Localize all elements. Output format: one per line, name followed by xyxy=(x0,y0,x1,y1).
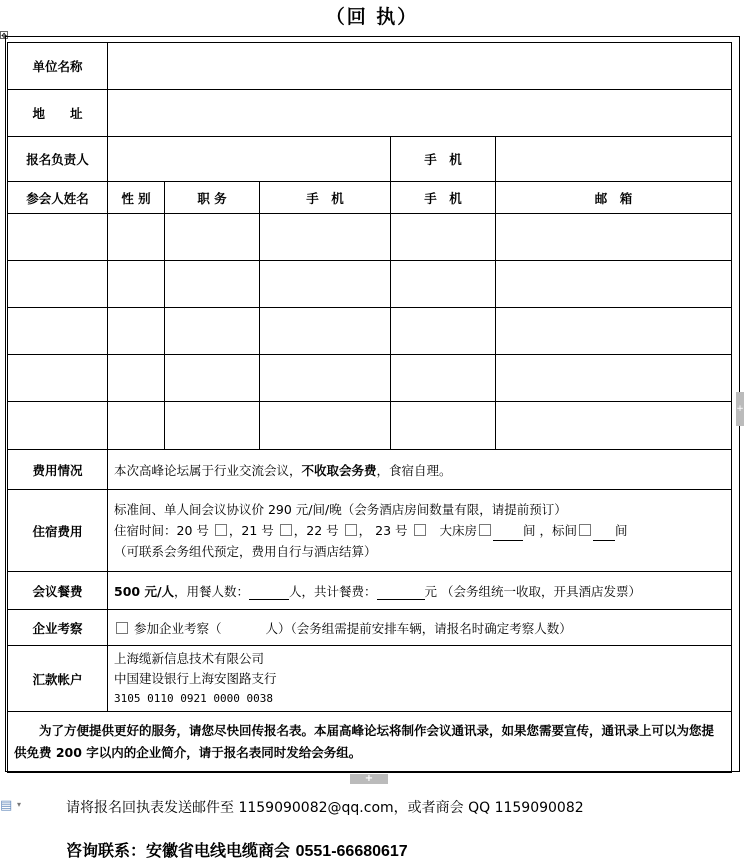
day-20-label: 20 号 xyxy=(176,523,209,538)
attendee-cell[interactable] xyxy=(391,261,496,308)
attendee-cell[interactable] xyxy=(260,402,391,450)
account-name: 上海缆新信息技术有限公司 xyxy=(114,650,265,666)
attendee-cell[interactable] xyxy=(108,261,165,308)
lodging-row xyxy=(8,490,732,572)
account-row xyxy=(8,646,732,712)
lodging-time-label: 住宿时间： xyxy=(114,523,177,538)
contact-line xyxy=(66,838,408,861)
registration-form-table xyxy=(7,42,732,773)
attendee-cell[interactable] xyxy=(496,308,732,355)
org-row xyxy=(8,43,732,90)
header-mobile-1: 手 机 xyxy=(260,182,391,214)
standard-room-label: 标间 xyxy=(551,523,577,538)
meal-details xyxy=(108,572,732,610)
attendee-cell[interactable] xyxy=(391,355,496,402)
day-23-checkbox[interactable] xyxy=(414,524,426,536)
document-icon[interactable]: ▤ xyxy=(0,798,13,813)
attendee-cell[interactable] xyxy=(8,261,108,308)
note-row xyxy=(8,712,732,773)
attendee-cell[interactable] xyxy=(496,402,732,450)
fee-text-part: ，食宿自理。 xyxy=(376,462,452,478)
meal-total-blank[interactable] xyxy=(377,599,425,600)
visit-label: 企业考察 xyxy=(8,610,108,646)
visit-details xyxy=(108,610,732,646)
add-row-icon[interactable]: + xyxy=(350,774,388,784)
note-text: 为了方便提供更好的服务，请您尽快回传报名表。本届高峰论坛将制作会议通讯录，如果您需要宣传，通讯录上可以为您提供免费 200 字以内的企业简介，请于报名表同时发给会务组。 xyxy=(8,712,732,773)
attendee-row xyxy=(8,402,732,450)
header-mobile-2: 手 机 xyxy=(391,182,496,214)
contact-prefix: 咨询联系：安徽省电线电缆商会 xyxy=(66,841,291,860)
day-21-checkbox[interactable] xyxy=(280,524,292,536)
meal-note: （会务组统一收取，开具酒店发票） xyxy=(441,583,642,599)
fee-text-bold: 不收取会务费 xyxy=(301,462,377,478)
contact-field[interactable] xyxy=(108,137,391,182)
day-21-label: 21 号 xyxy=(241,523,274,538)
account-label: 汇款帐户 xyxy=(8,646,108,712)
fee-row xyxy=(8,450,732,490)
table-move-handle-icon[interactable]: ✥ xyxy=(1,32,7,40)
attendee-cell[interactable] xyxy=(391,308,496,355)
attendee-cell[interactable] xyxy=(165,214,260,261)
contact-mobile-label: 手 机 xyxy=(391,137,496,182)
attendee-cell[interactable] xyxy=(165,261,260,308)
org-field[interactable] xyxy=(108,43,732,90)
attendee-cell[interactable] xyxy=(496,214,732,261)
lodging-line-1: 标准间、单人间会议协议价 290 元/间/晚（会务酒店房间数量有限，请提前预订） xyxy=(114,502,567,517)
attendee-cell[interactable] xyxy=(165,308,260,355)
page-title: （回 执） xyxy=(325,6,419,28)
address-field[interactable] xyxy=(108,90,732,137)
contact-label: 报名负责人 xyxy=(8,137,108,182)
attendee-cell[interactable] xyxy=(108,308,165,355)
email-instruction: 请将报名回执表发送邮件至 1159090082@qq.com，或者商会 QQ 1159090082 xyxy=(66,800,584,816)
contact-mobile-field[interactable] xyxy=(496,137,732,182)
attendee-cell[interactable] xyxy=(260,261,391,308)
add-column-icon[interactable]: + xyxy=(736,392,744,426)
attendee-cell[interactable] xyxy=(108,214,165,261)
standard-room-checkbox[interactable] xyxy=(579,524,591,536)
attendee-cell[interactable] xyxy=(165,355,260,402)
lodging-details xyxy=(108,490,732,572)
meal-count-blank[interactable] xyxy=(249,599,289,600)
attendee-cell[interactable] xyxy=(165,402,260,450)
header-name: 参会人姓名 xyxy=(8,182,108,214)
contact-phone: 0551-66680617 xyxy=(295,843,408,860)
meal-person-unit: 人，共计餐费： xyxy=(289,583,377,599)
visit-text-2: 人）（会务组需提前安排车辆，请报名时确定考察人数） xyxy=(265,620,572,636)
visit-checkbox[interactable] xyxy=(116,622,128,634)
account-bank: 中国建设银行上海安图路支行 xyxy=(114,670,277,686)
standard-count-blank[interactable] xyxy=(593,540,615,541)
account-details xyxy=(108,646,732,712)
attendee-row xyxy=(8,355,732,402)
attendee-cell[interactable] xyxy=(108,402,165,450)
day-22-label: 22 号 xyxy=(306,523,339,538)
attendee-cell[interactable] xyxy=(260,214,391,261)
lodging-line-3: （可联系会务组代预定，费用自行与酒店结算） xyxy=(114,544,377,559)
lodging-label: 住宿费用 xyxy=(8,490,108,572)
fee-text xyxy=(108,450,732,490)
attendee-cell[interactable] xyxy=(391,402,496,450)
address-row xyxy=(8,90,732,137)
day-22-checkbox[interactable] xyxy=(345,524,357,536)
meal-yuan: 元 xyxy=(424,583,438,599)
attendee-cell[interactable] xyxy=(260,355,391,402)
account-number: 3105 0110 0921 0000 0038 xyxy=(114,691,273,705)
lodging-line-2: 住宿时间：20 号 ，21 号 ，22 号 ， 23 号 大床房 间 ，标间 间 xyxy=(114,520,725,541)
attendee-cell[interactable] xyxy=(8,308,108,355)
room-unit: 间 xyxy=(522,523,536,538)
day-20-checkbox[interactable] xyxy=(215,524,227,536)
room-unit: 间 xyxy=(614,523,628,538)
contact-row xyxy=(8,137,732,182)
big-bed-count-blank[interactable] xyxy=(493,540,523,541)
attendee-cell[interactable] xyxy=(8,355,108,402)
fee-text-part: 本次高峰论坛属于行业交流会议， xyxy=(114,462,302,478)
attendee-cell[interactable] xyxy=(108,355,165,402)
chevron-down-icon[interactable]: ▾ xyxy=(17,800,22,809)
visit-row xyxy=(8,610,732,646)
meal-row xyxy=(8,572,732,610)
big-bed-checkbox[interactable] xyxy=(479,524,491,536)
visit-text: 参加企业考察（ xyxy=(133,620,222,636)
address-label: 地 址 xyxy=(8,90,108,137)
attendee-cell[interactable] xyxy=(260,308,391,355)
header-gender: 性 别 xyxy=(108,182,165,214)
attendee-row xyxy=(8,308,732,355)
attendee-cell[interactable] xyxy=(496,261,732,308)
attendee-cell[interactable] xyxy=(8,402,108,450)
fee-label: 费用情况 xyxy=(8,450,108,490)
meal-price: 500 元/人 xyxy=(114,583,175,599)
attendee-row xyxy=(8,214,732,261)
meal-count-label: ，用餐人数： xyxy=(174,583,250,599)
meal-label: 会议餐费 xyxy=(8,572,108,610)
big-bed-label: 大床房 xyxy=(439,523,477,538)
attendee-header-row xyxy=(8,182,732,214)
attendee-cell[interactable] xyxy=(391,214,496,261)
day-23-label: 23 号 xyxy=(375,523,408,538)
attendee-cell[interactable] xyxy=(8,214,108,261)
org-label: 单位名称 xyxy=(8,43,108,90)
header-email: 邮 箱 xyxy=(496,182,732,214)
attendee-row xyxy=(8,261,732,308)
header-position: 职 务 xyxy=(165,182,260,214)
attendee-cell[interactable] xyxy=(496,355,732,402)
